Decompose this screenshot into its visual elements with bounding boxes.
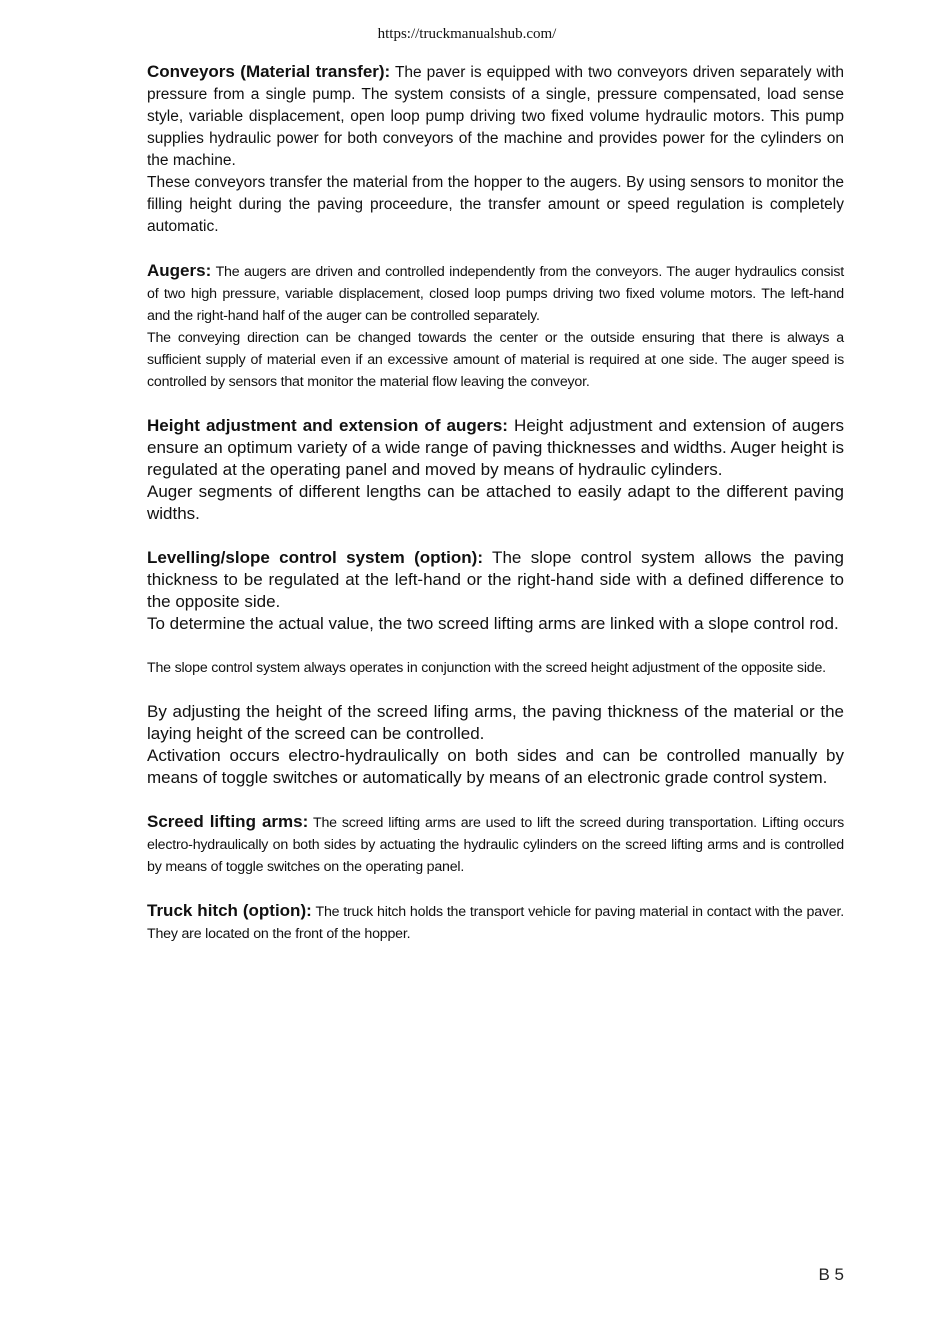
paragraph — [147, 415, 844, 481]
paragraph — [147, 811, 844, 878]
paragraph: Auger segments of different lengths can be attached to easily adapt to the different paving widths. — [147, 482, 844, 523]
paragraph: Activation occurs electro-hydraulically on both sides and can be controlled manually by means of toggle switches or automatically by means of an electronic grade control system. — [147, 746, 844, 787]
paragraph-text: The screed lifting arms are used to lift the screed during transportation. Lifting occurs electro-hydraulically on both sides by actuating the hydraulic cylinders on the screed lifting arms and is controlled by means of toggle switches on the operating panel. — [147, 815, 844, 875]
section-heading: Levelling/slope control system (option): — [147, 548, 483, 567]
page-number: B 5 — [818, 1265, 844, 1284]
paragraph — [147, 260, 844, 327]
paragraph-text: The paver is equipped with two conveyors driven separately with pressure from a single pump. The system consists of a single, pressure compensated, load sense style, variable displacement, open loop pump driving two fixed volume hydraulic motors. This pump supplies hydraulic power for both conveyors of the machine and provides power for the cylinders on the machine. — [147, 64, 845, 169]
section-truck-hitch — [147, 900, 844, 945]
section-heading: Screed lifting arms: — [147, 812, 309, 831]
section-screed-lifting-arms — [147, 811, 844, 878]
paragraph-text: The truck hitch holds the transport vehicle for paving material in contact with the paver. They are located on the front of the hopper. — [147, 904, 844, 942]
paragraph-text: The augers are driven and controlled independently from the conveyors. The auger hydraulics consist of two high pressure, variable displacement, closed loop pumps driving two fixed volume motors. The left-hand and the right-hand half of the auger can be controlled separately. — [147, 264, 844, 324]
paragraph-text: The slope control system allows the paving thickness to be regulated at the left-hand or the right-hand side with a defined difference to the opposite side. — [147, 548, 844, 611]
paragraph — [147, 900, 844, 945]
section-conveyors — [147, 61, 844, 238]
document-body — [147, 61, 844, 967]
paragraph: To determine the actual value, the two screed lifting arms are linked with a slope control rod. — [147, 614, 839, 633]
paragraph: The slope control system always operates in conjunction with the screed height adjustment of the opposite side. — [147, 660, 826, 676]
header-url: https://truckmanualshub.com/ — [377, 26, 557, 42]
section-slope-note — [147, 657, 844, 679]
paragraph — [147, 61, 844, 172]
paragraph: These conveyors transfer the material from the hopper to the augers. By using sensors to monitor the filling height during the paving proceedure, the transfer amount or speed regulation is completely automatic. — [147, 174, 844, 235]
section-slope-control — [147, 547, 844, 635]
paragraph-text: Height adjustment and extension of augers ensure an optimum variety of a wide range of paving thicknesses and widths. Auger height is regulated at the operating panel and moved by means of hydraulic cylinders. — [147, 416, 844, 479]
section-heading: Height adjustment and extension of augers: — [147, 416, 508, 435]
paragraph — [147, 547, 844, 613]
section-augers — [147, 260, 844, 393]
section-screed-height — [147, 701, 844, 789]
section-heading: Truck hitch (option): — [147, 901, 312, 920]
section-heading: Augers: — [147, 261, 212, 280]
section-height-adjustment — [147, 415, 844, 525]
paragraph: By adjusting the height of the screed lifing arms, the paving thickness of the material or the laying height of the screed can be controlled. — [147, 702, 844, 743]
section-heading: Conveyors (Material transfer): — [147, 62, 391, 81]
paragraph: The conveying direction can be changed towards the center or the outside ensuring that there is always a sufficient supply of material even if an excessive amount of material is required at one side. The auger speed is controlled by sensors that monitor the material flow leaving the conveyor. — [147, 330, 844, 390]
